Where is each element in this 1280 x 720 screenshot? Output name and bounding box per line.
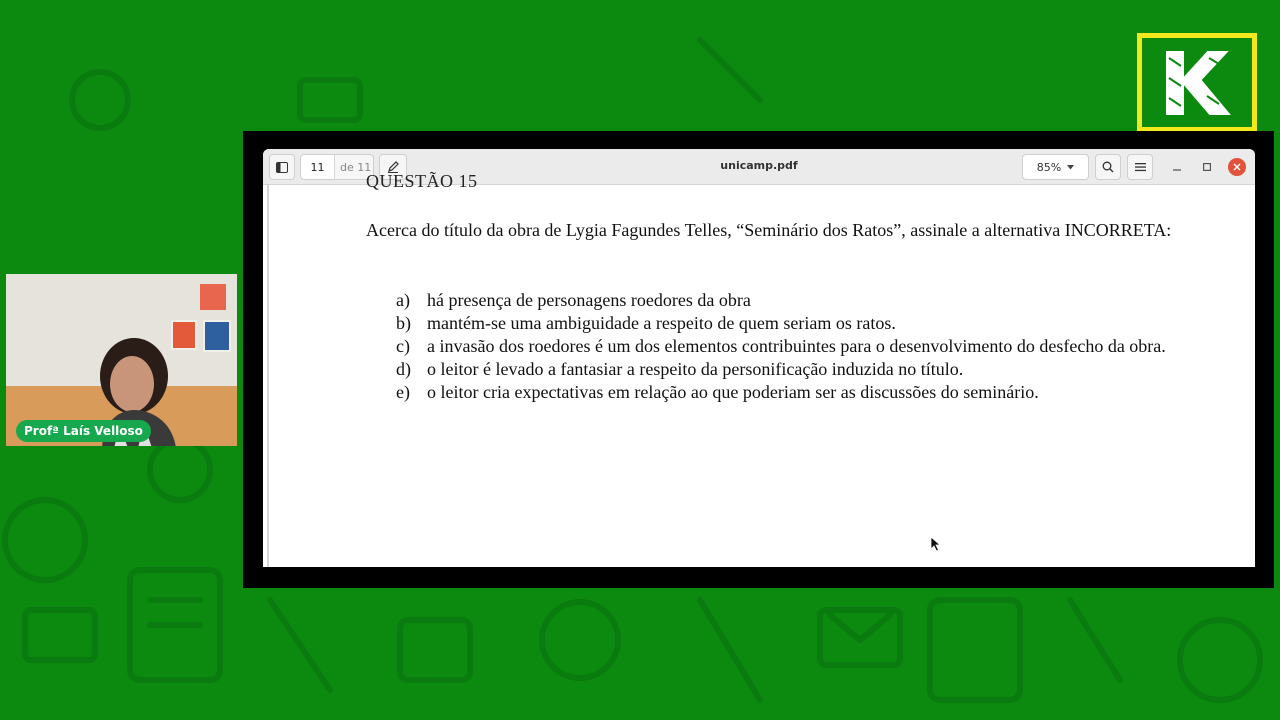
option-letter: a) [396, 290, 410, 310]
menu-button[interactable] [1127, 154, 1153, 180]
maximize-button[interactable] [1198, 158, 1216, 176]
question-stem: Acerca do título da obra de Lygia Fagundes Telles, “Seminário dos Ratos”, assinale a alternativa INCORRETA: [366, 220, 1172, 240]
page-edge [267, 185, 269, 567]
search-icon [1102, 161, 1114, 173]
search-button[interactable] [1095, 154, 1121, 180]
option-text: mantém-se uma ambiguidade a respeito de quem seriam os ratos. [427, 313, 896, 333]
wall-picture [203, 320, 231, 352]
sidebar-toggle-icon [276, 162, 288, 173]
option-a [396, 289, 1185, 312]
channel-logo [1137, 33, 1257, 132]
option-letter: c) [396, 336, 410, 356]
option-text: há presença de personagens roedores da obra [427, 290, 751, 310]
sidebar-toggle-button[interactable] [269, 154, 295, 180]
chevron-down-icon [1067, 165, 1074, 170]
option-e [396, 381, 1185, 404]
option-letter: d) [396, 359, 411, 379]
minimize-button[interactable] [1168, 158, 1186, 176]
presenter-webcam [6, 274, 237, 446]
pdf-page-area[interactable] [263, 171, 1255, 567]
hamburger-menu-icon [1135, 162, 1146, 172]
option-text: o leitor cria expectativas em relação ao que poderiam ser as discussões do seminário. [427, 382, 1039, 402]
close-icon [1233, 163, 1241, 171]
option-text: o leitor é levado a fantasiar a respeito da personificação induzida no título. [427, 359, 964, 379]
pdf-viewer-window [263, 149, 1255, 567]
k-logo-icon [1151, 44, 1243, 122]
presenter-name-tag: Profª Laís Velloso [16, 420, 151, 442]
option-letter: e) [396, 382, 410, 402]
option-text: a invasão dos roedores é um dos elementos contribuintes para o desenvolvimento do desfecho da obra. [427, 336, 1166, 356]
page-navigator [300, 154, 374, 180]
option-c [396, 335, 1185, 358]
page-total-label: de 11 [340, 160, 372, 174]
mouse-pointer-icon [930, 536, 942, 552]
option-d [396, 358, 1185, 381]
option-letter: b) [396, 313, 411, 333]
zoom-dropdown[interactable] [1022, 154, 1089, 180]
maximize-icon [1203, 163, 1211, 171]
wall-picture [200, 284, 226, 310]
document-filename: unicamp.pdf [720, 159, 798, 172]
current-page-input[interactable]: 11 [301, 155, 335, 179]
minimize-icon [1173, 163, 1181, 171]
zoom-level: 85% [1036, 160, 1062, 174]
question-heading: QUESTÃO 15 [366, 171, 478, 191]
close-button[interactable] [1228, 158, 1246, 176]
answer-options [396, 289, 1185, 404]
option-b [396, 312, 1185, 335]
